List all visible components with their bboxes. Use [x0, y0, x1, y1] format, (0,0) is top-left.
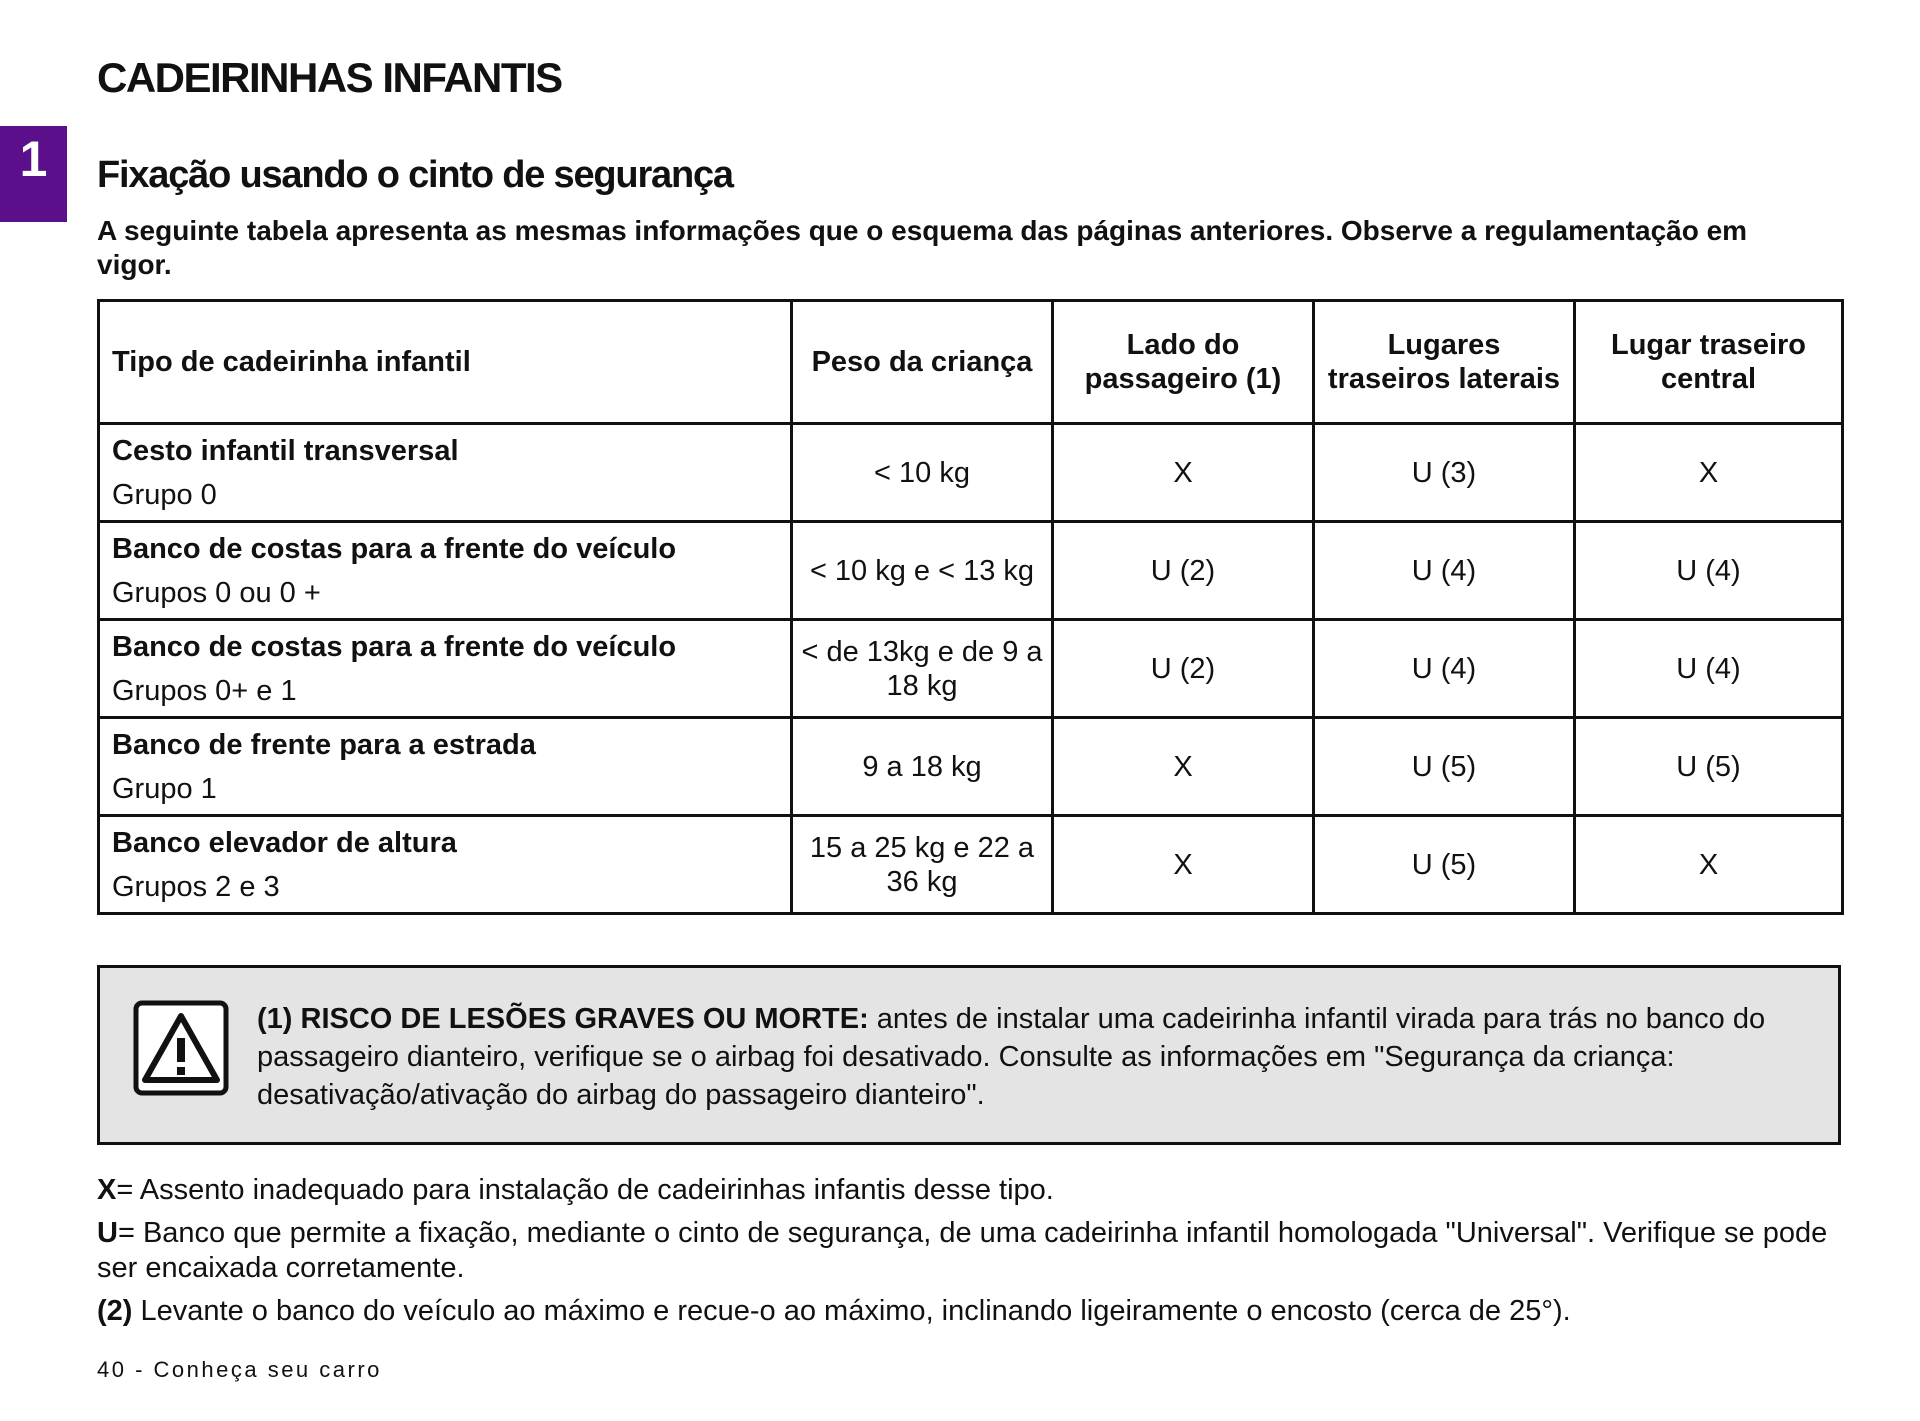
seat-type-group: Grupos 0+ e 1 [112, 674, 297, 707]
legend-item [97, 1294, 1837, 1329]
legend-item [97, 1173, 1837, 1208]
rear-side-cell: U (5) [1314, 718, 1575, 816]
header-seat-type: Tipo de cadeirinha infantil [99, 301, 792, 424]
seat-type-cell [99, 620, 792, 718]
passenger-cell: X [1053, 816, 1314, 914]
legend-key: (2) [97, 1295, 133, 1327]
table-header-row [99, 301, 1843, 424]
intro-text: A seguinte tabela apresenta as mesmas informações que o esquema das páginas anteriores. Observe a regulamentação em vigor. [97, 215, 1748, 280]
section-subtitle: Fixação usando o cinto de segurança [97, 154, 733, 196]
legend [97, 1173, 1837, 1337]
weight-cell: < 10 kg e < 13 kg [792, 522, 1053, 620]
rear-center-cell: X [1575, 424, 1843, 522]
warning-heading: (1) RISCO DE LESÕES GRAVES OU MORTE: [257, 1003, 869, 1035]
warning-text [257, 1000, 1817, 1114]
passenger-cell: X [1053, 424, 1314, 522]
rear-center-cell: U (5) [1575, 718, 1843, 816]
page-title: CADEIRINHAS INFANTIS [97, 54, 562, 101]
seat-type-cell [99, 522, 792, 620]
seat-type-name: Banco de costas para a frente do veículo [112, 630, 677, 663]
table-row [99, 522, 1843, 620]
weight-cell: < 10 kg [792, 424, 1053, 522]
passenger-cell: U (2) [1053, 522, 1314, 620]
seat-type-cell [99, 718, 792, 816]
table-row [99, 424, 1843, 522]
rear-side-cell: U (4) [1314, 522, 1575, 620]
seat-type-group: Grupos 0 ou 0 + [112, 576, 321, 609]
rear-center-cell: U (4) [1575, 620, 1843, 718]
seat-type-name: Banco de frente para a estrada [112, 728, 536, 761]
seat-type-name: Cesto infantil transversal [112, 434, 459, 467]
warning-triangle-icon [133, 1000, 229, 1096]
seat-type-group: Grupo 1 [112, 772, 217, 805]
legend-key: U [97, 1217, 118, 1249]
legend-text: = Assento inadequado para instalação de cadeirinhas infantis desse tipo. [116, 1174, 1054, 1206]
rear-side-cell: U (4) [1314, 620, 1575, 718]
seat-type-cell [99, 424, 792, 522]
table-row [99, 620, 1843, 718]
header-rear-side-seats: Lugares traseiros laterais [1314, 301, 1575, 424]
table-row [99, 816, 1843, 914]
table-row [99, 718, 1843, 816]
legend-key: X [97, 1174, 117, 1206]
page-footer: 40 - Conheça seu carro [97, 1357, 382, 1382]
header-child-weight: Peso da criança [792, 301, 1053, 424]
legend-text: = Banco que permite a fixação, mediante o cinto de segurança, de uma cadeirinha infantil homologada "Universal". Verifique se pode ser encaixada corretamente. [97, 1217, 1828, 1284]
warning-body: antes de instalar uma cadeirinha infantil virada para trás no banco do passageiro dianteiro, verifique se o airbag foi desativado. Consulte as informações em "Segurança da criança: desativação/ativação do airbag do passageiro dianteiro". [257, 1003, 1766, 1111]
header-rear-center-seat: Lugar traseiro central [1575, 301, 1843, 424]
seat-type-group: Grupo 0 [112, 478, 217, 511]
chapter-tab: 1 [0, 126, 67, 222]
weight-cell: < de 13kg e de 9 a 18 kg [792, 620, 1053, 718]
child-seat-table [97, 299, 1844, 915]
weight-cell: 15 a 25 kg e 22 a 36 kg [792, 816, 1053, 914]
seat-type-name: Banco de costas para a frente do veículo [112, 532, 677, 565]
passenger-cell: U (2) [1053, 620, 1314, 718]
seat-type-group: Grupos 2 e 3 [112, 870, 280, 903]
rear-side-cell: U (5) [1314, 816, 1575, 914]
rear-side-cell: U (3) [1314, 424, 1575, 522]
weight-cell: 9 a 18 kg [792, 718, 1053, 816]
rear-center-cell: U (4) [1575, 522, 1843, 620]
legend-text: Levante o banco do veículo ao máximo e recue-o ao máximo, inclinando ligeiramente o encosto (cerca de 25°). [132, 1295, 1571, 1327]
legend-item [97, 1216, 1837, 1286]
rear-center-cell: X [1575, 816, 1843, 914]
seat-type-cell [99, 816, 792, 914]
seat-type-name: Banco elevador de altura [112, 826, 457, 859]
warning-box [97, 965, 1841, 1145]
header-passenger-side: Lado do passageiro (1) [1053, 301, 1314, 424]
passenger-cell: X [1053, 718, 1314, 816]
